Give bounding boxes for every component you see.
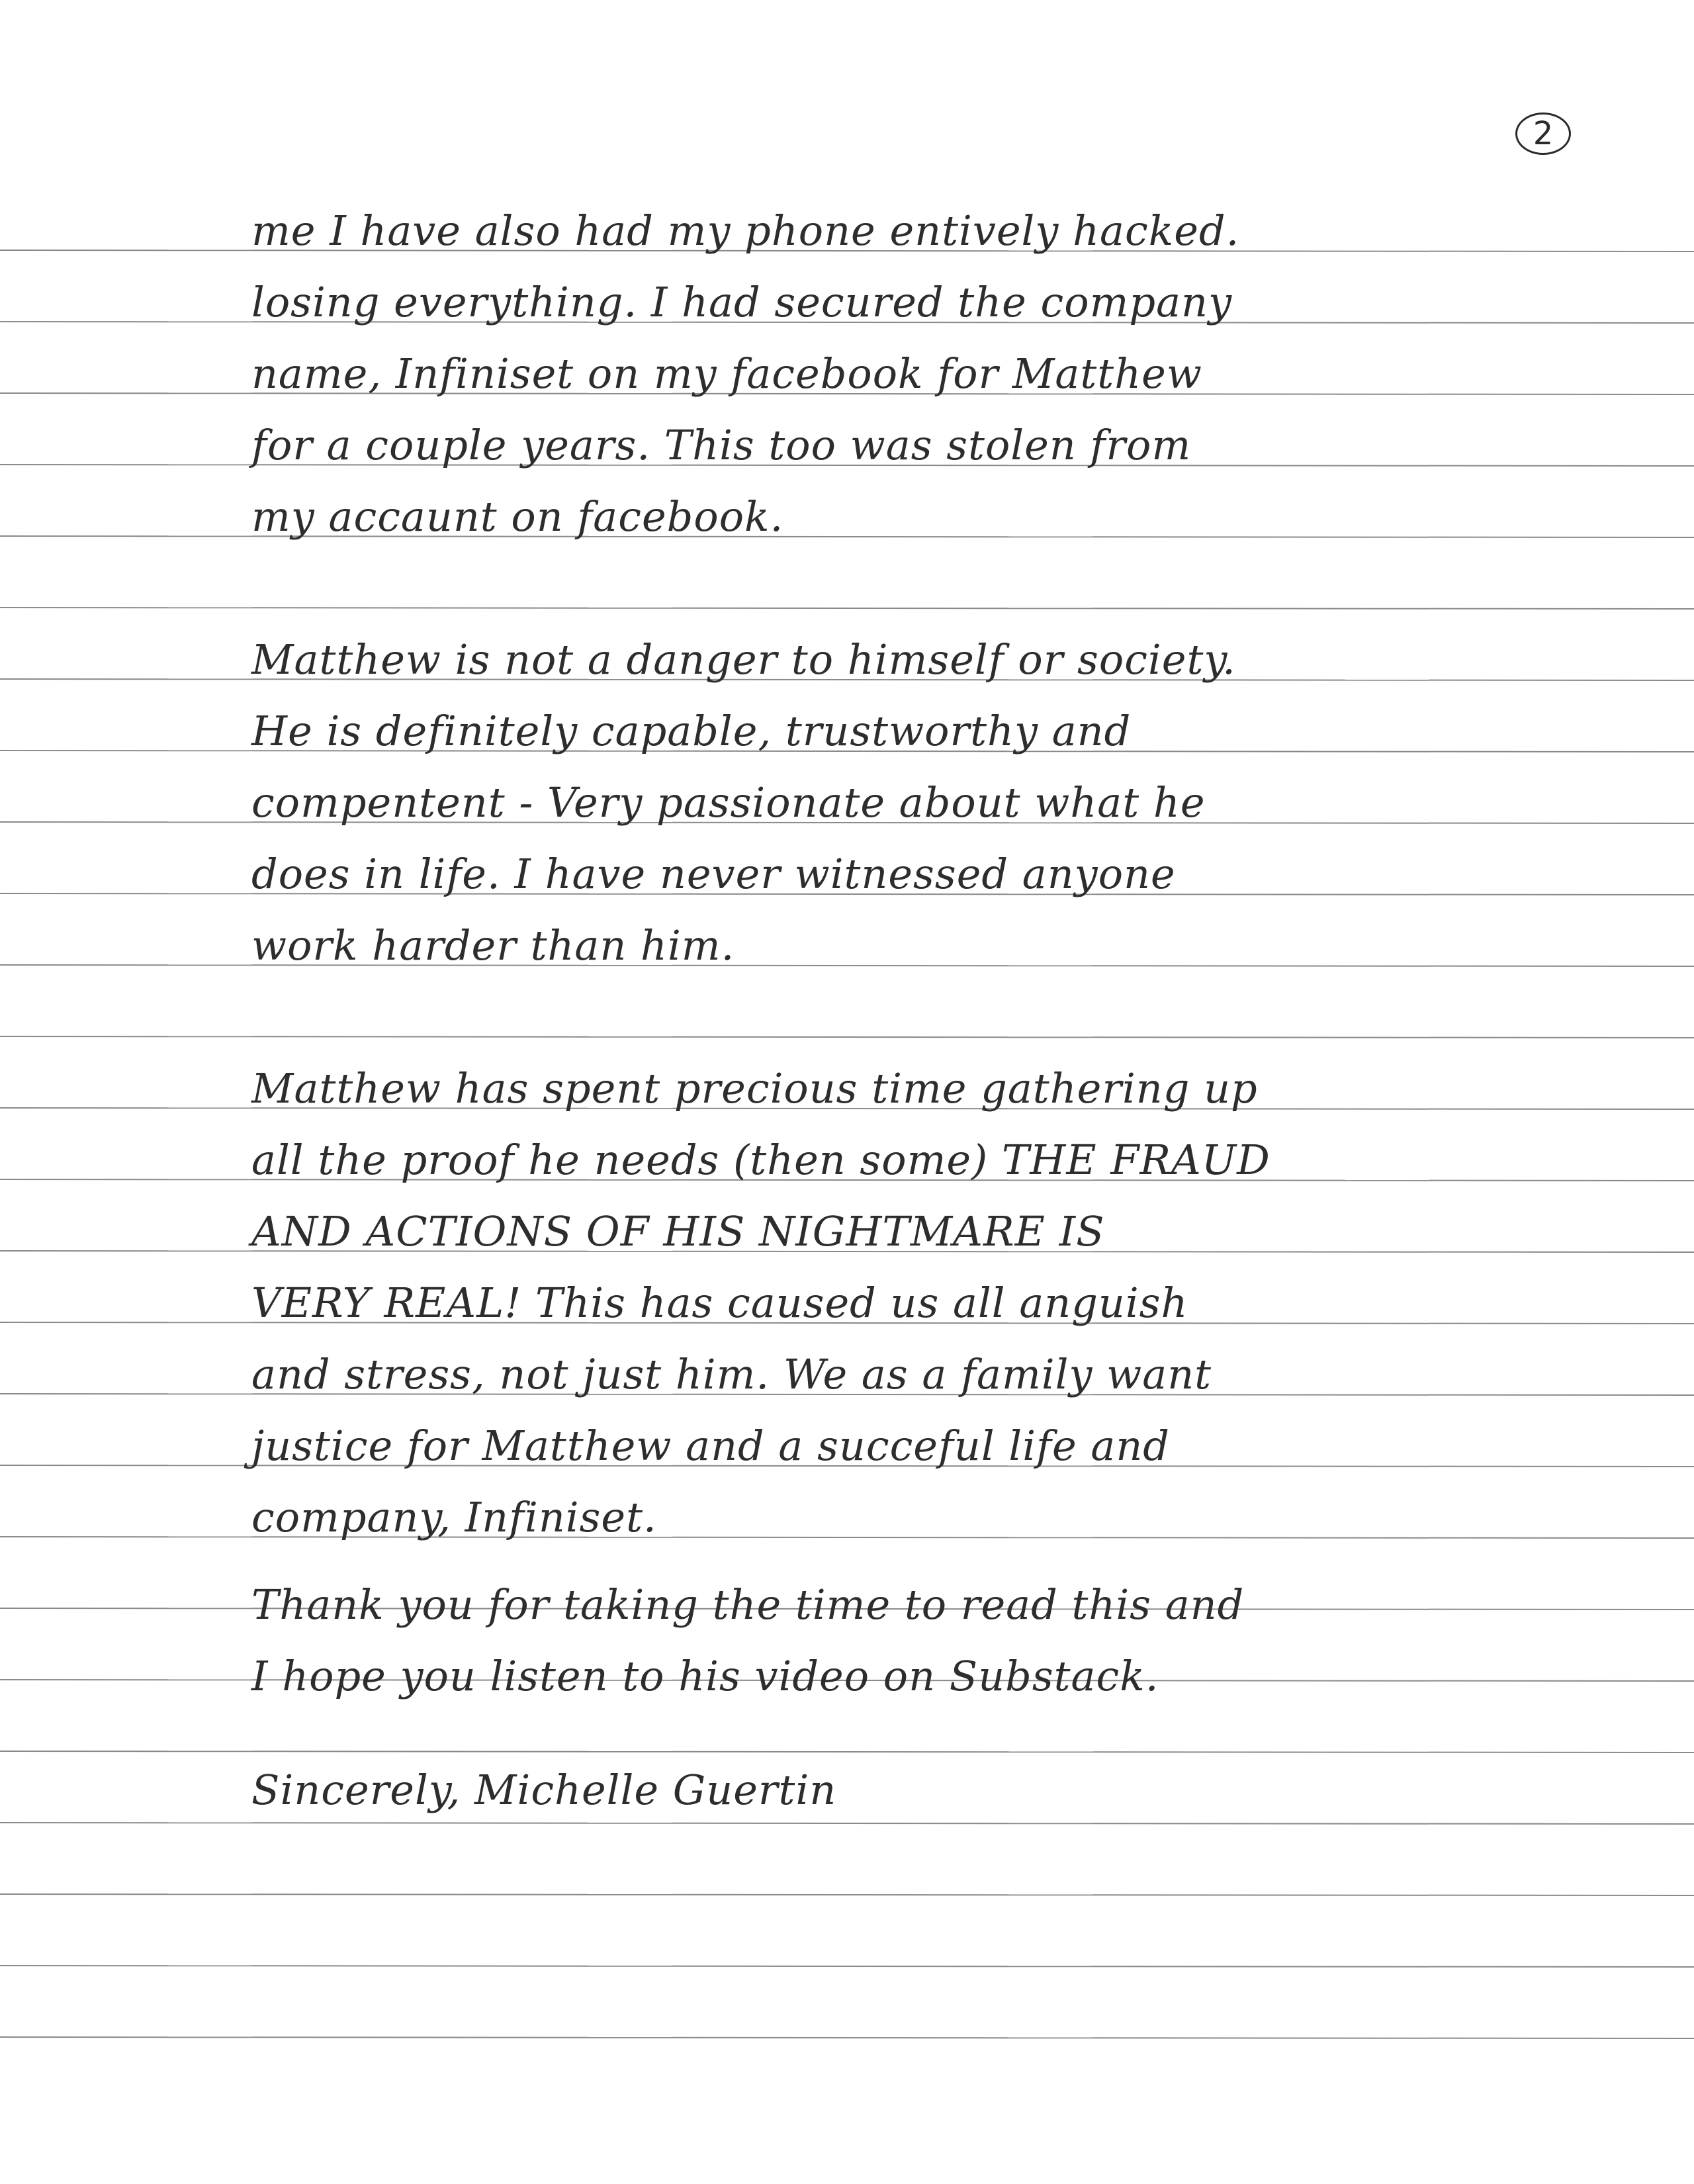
letter-line: me I have also had my phone entively hacked. bbox=[251, 206, 1240, 255]
letter-line: all the proof he needs (then some) THE FRAUD bbox=[251, 1136, 1270, 1184]
letter-line: work harder than him. bbox=[251, 921, 735, 970]
rule-line bbox=[0, 1751, 1694, 1752]
rule-line bbox=[0, 1894, 1694, 1895]
letter-line: losing everything. I had secured the company bbox=[251, 278, 1232, 326]
rule-line bbox=[0, 1823, 1694, 1824]
letter-line: and stress, not just him. We as a family want bbox=[251, 1350, 1212, 1398]
letter-line: company, Infiniset. bbox=[251, 1493, 657, 1541]
letter-line: Matthew has spent precious time gathering up bbox=[251, 1064, 1258, 1113]
letter-line: I hope you listen to his video on Substack. bbox=[251, 1652, 1159, 1700]
letter-line: Matthew is not a danger to himself or society. bbox=[251, 635, 1236, 684]
rule-line bbox=[0, 1036, 1694, 1038]
letter-line: name, Infiniset on my facebook for Matthew bbox=[251, 349, 1202, 398]
letter-line: AND ACTIONS OF HIS NIGHTMARE IS bbox=[251, 1207, 1105, 1255]
letter-line: does in life. I have never witnessed anyone bbox=[251, 850, 1176, 898]
rule-line bbox=[0, 2037, 1694, 2038]
letter-line: for a couple years. This too was stolen from bbox=[251, 421, 1192, 469]
rule-line bbox=[0, 608, 1694, 609]
letter-line: VERY REAL! This has caused us all anguish bbox=[251, 1279, 1188, 1327]
letter-line: Thank you for taking the time to read this and bbox=[251, 1580, 1245, 1629]
signature-line: Sincerely, Michelle Guertin bbox=[251, 1766, 837, 1814]
letter-line: compentent - Very passionate about what he bbox=[251, 778, 1206, 827]
page-number-text: 2 bbox=[1533, 115, 1554, 152]
letter-line: justice for Matthew and a succeful life and bbox=[251, 1422, 1170, 1470]
page-number bbox=[1515, 113, 1571, 155]
rule-line bbox=[0, 1966, 1694, 1967]
letter-line: my accaunt on facebook. bbox=[251, 492, 784, 541]
letter-line: He is definitely capable, trustworthy and bbox=[251, 707, 1132, 755]
